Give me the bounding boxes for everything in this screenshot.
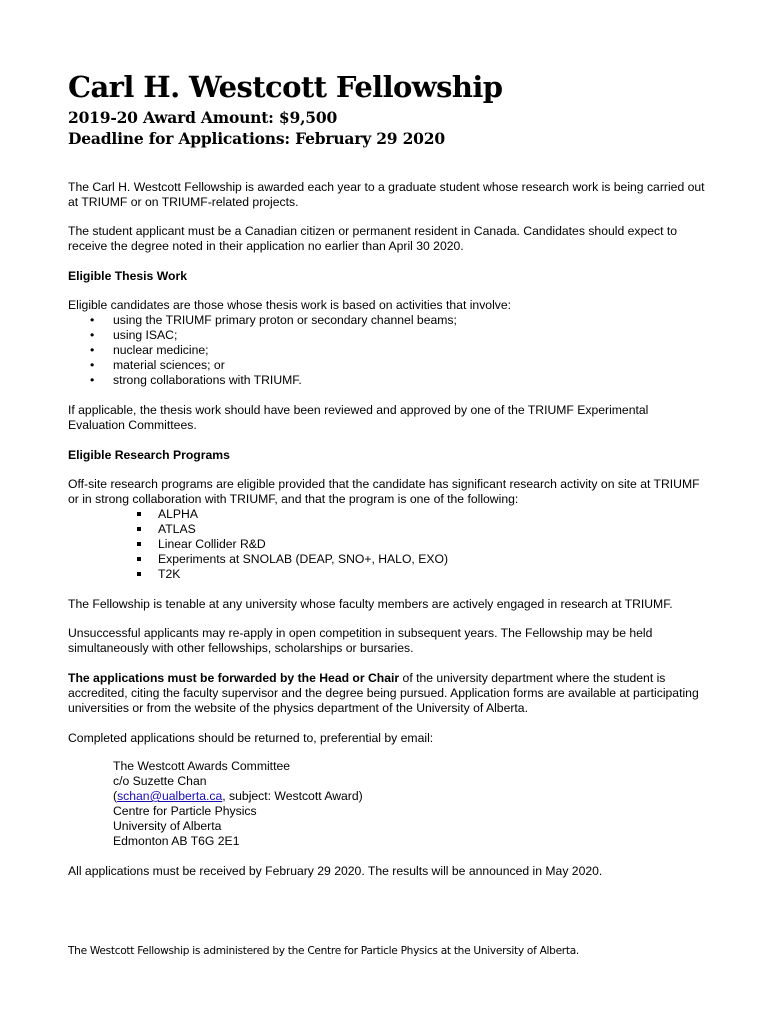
list-item: Linear Collider R&D <box>68 537 448 552</box>
list-item: • using the TRIUMF primary proton or secondary channel beams; <box>68 313 457 328</box>
list-item: • material sciences; or <box>68 358 457 373</box>
thesis-review-paragraph: If applicable, the thesis work should have been reviewed and approved by one of the TRIUMF Experimental Evaluation Committees. <box>68 403 649 432</box>
forwarding-text: of the university department where the student is accredited, citing the faculty supervisor and the degree being pursued. Application forms are available at participating universities or from the website of the physics department of the University of Alberta. <box>68 671 699 715</box>
list-item: • using ISAC; <box>68 328 457 343</box>
address-email-line <box>113 789 363 804</box>
return-instructions: Completed applications should be returned to, preferential by email: <box>68 731 434 745</box>
address-line: Centre for Particle Physics <box>113 804 257 818</box>
email-prefix: ( <box>113 789 118 803</box>
list-item: ALPHA <box>68 507 448 522</box>
programs-heading: Eligible Research Programs <box>68 448 230 462</box>
thesis-heading: Eligible Thesis Work <box>68 269 187 283</box>
application-deadline: Deadline for Applications: February 29 2020 <box>68 129 445 148</box>
mailing-address <box>113 759 363 849</box>
intro-paragraph: The Carl H. Westcott Fellowship is awarded each year to a graduate student whose research work is being carried out at TRIUMF or on TRIUMF-related projects. <box>68 180 705 209</box>
citizenship-paragraph: The student applicant must be a Canadian citizen or permanent resident in Canada. Candidates should expect to receive the degree noted in their application no earlier than April 30 2020. <box>68 224 678 253</box>
reapply-paragraph: Unsuccessful applicants may re-apply in open competition in subsequent years. The Fellowship may be held simultaneously with other fellowships, scholarships or bursaries. <box>68 626 653 655</box>
address-line: Edmonton AB T6G 2E1 <box>113 834 240 848</box>
document-title: Carl H. Westcott Fellowship <box>68 70 503 104</box>
list-item: ATLAS <box>68 522 448 537</box>
list-item: T2K <box>68 567 448 582</box>
tenable-paragraph: The Fellowship is tenable at any university whose faculty members are actively engaged in research at TRIUMF. <box>68 597 673 611</box>
address-line: c/o Suzette Chan <box>113 774 207 788</box>
forwarding-paragraph <box>68 671 708 716</box>
forwarding-emphasis: The applications must be forwarded by the Head or Chair <box>68 671 400 685</box>
list-item: Experiments at SNOLAB (DEAP, SNO+, HALO, EXO) <box>68 552 448 567</box>
award-amount: 2019-20 Award Amount: $9,500 <box>68 108 338 127</box>
programs-list <box>68 507 448 582</box>
thesis-list <box>68 313 457 388</box>
address-line: University of Alberta <box>113 819 222 833</box>
list-item: • nuclear medicine; <box>68 343 457 358</box>
footer-note: The Westcott Fellowship is administered by the Centre for Particle Physics at the University of Alberta. <box>68 945 579 957</box>
final-note: All applications must be received by February 29 2020. The results will be announced in May 2020. <box>68 864 603 878</box>
email-link[interactable]: schan@ualberta.ca <box>117 789 223 803</box>
address-line: The Westcott Awards Committee <box>113 759 291 773</box>
email-suffix: , subject: Westcott Award) <box>222 789 363 803</box>
thesis-lead: Eligible candidates are those whose thesis work is based on activities that involve: <box>68 298 512 312</box>
list-item: • strong collaborations with TRIUMF. <box>68 373 457 388</box>
programs-lead: Off-site research programs are eligible provided that the candidate has significant research activity on site at TRIUMF or in strong collaboration with TRIUMF, and that the program is one of the following: <box>68 477 700 506</box>
